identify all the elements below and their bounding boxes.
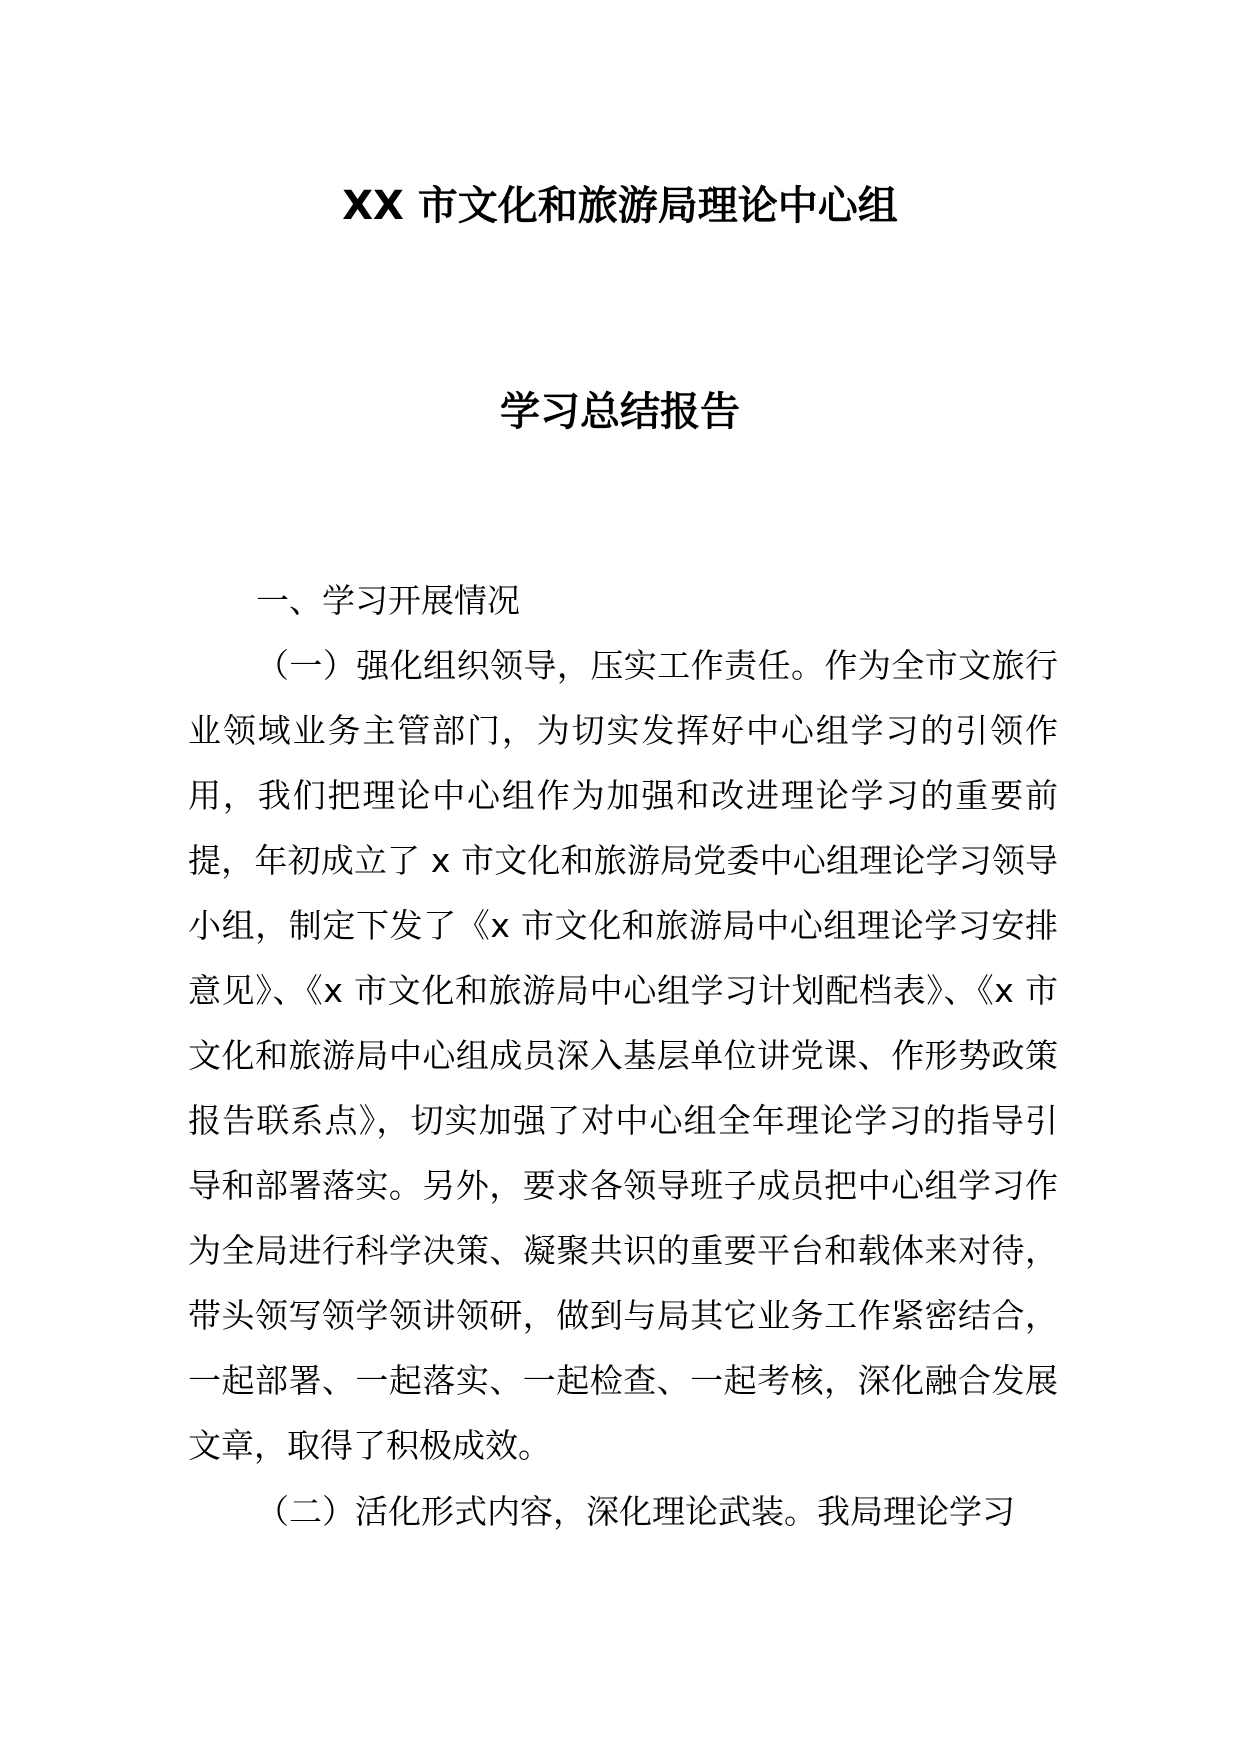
paragraph-1-block (188, 633, 1058, 1478)
paragraph-2-block (188, 1479, 1058, 1544)
paragraph-2: （二）活化形式内容，深化理论武装。我局理论学习 (256, 1492, 1015, 1531)
paragraph-1: （一）强化组织领导，压实工作责任。作为全市文旅行业领域业务主管部门，为切实发挥好中心组学习的引领作用，我们把理论中心组作为加强和改进理论学习的重要前提，年初成立了 x 市文化和旅游局党委中心组理论学习领导小组，制定下发了《x 市文化和旅游局中心组理论学习安排意见》、《x 市文化和旅游局中心组学习计划配档表》、《x 市文化和旅游局中心组成员深入基层单位讲党课、作形势政策报告联系点》，切实加强了对中心组全年理论学习的指导引导和部署落实。另外，要求各领导班子成员把中心组学习作为全局进行科学决策、凝聚共识的重要平台和载体来对待，带头领写领学领讲领研，做到与局其它业务工作紧密结合，一起部署、一起落实、一起检查、一起考核，深化融合发展文章，取得了积极成效。 (188, 646, 1058, 1465)
document-title-line-2: 学习总结报告 (500, 389, 740, 435)
section-heading-1: 一、学习开展情况 (256, 581, 520, 620)
document-title-line-1: XX 市文化和旅游局理论中心组 (342, 183, 898, 229)
